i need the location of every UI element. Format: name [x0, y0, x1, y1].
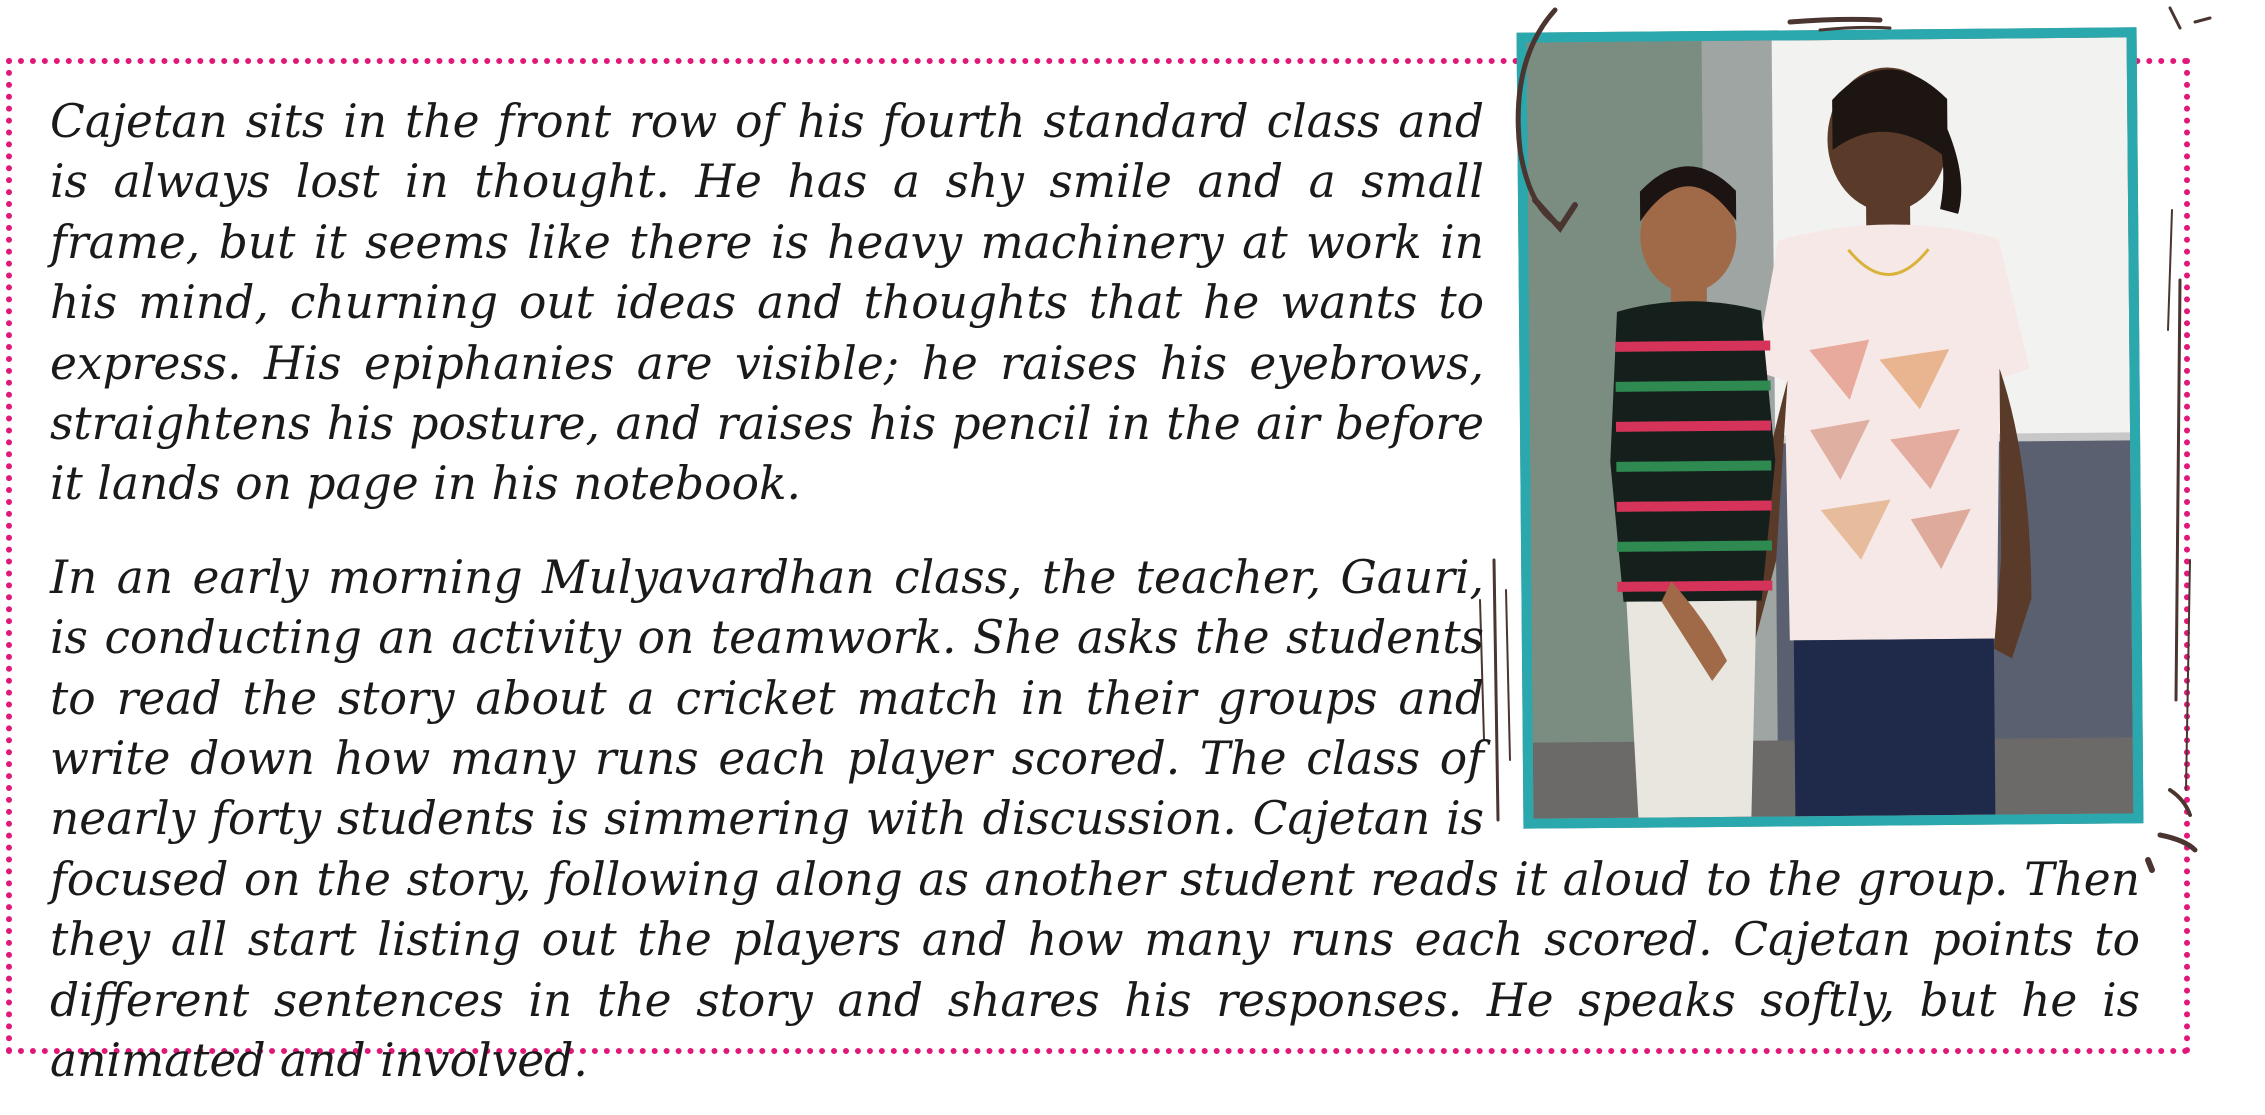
photo-float-spacer	[1484, 0, 2190, 790]
paragraph-2: In an early morning Mulyavardhan class, the teacher, Gauri, is conducting an activity on teamwork. She asks the students to read the story about a cricket match in their groups and write down how many runs each player scored. The class of nearly forty students is simmering with discussion. Cajetan is focused on the story, following along as another student reads it aloud to the group. Then they all start listing out the players and how many runs each scored. Cajetan points to different sentences in the story and shares his responses. He speaks softly, but he is animated and involved.	[50, 550, 2140, 1088]
paragraph-1: Cajetan sits in the front row of his fourth standard class and is always lost in thought. He has a shy smile and a small frame, but it seems like there is heavy machinery at work in his mind, churning out ideas and thoughts that he wants to express. His epiphanies are visible; he raises his eyebrows, straightens his posture, and raises his pencil in the air before it lands on page in his notebook.	[50, 95, 1484, 511]
article-body	[50, 92, 2140, 1092]
